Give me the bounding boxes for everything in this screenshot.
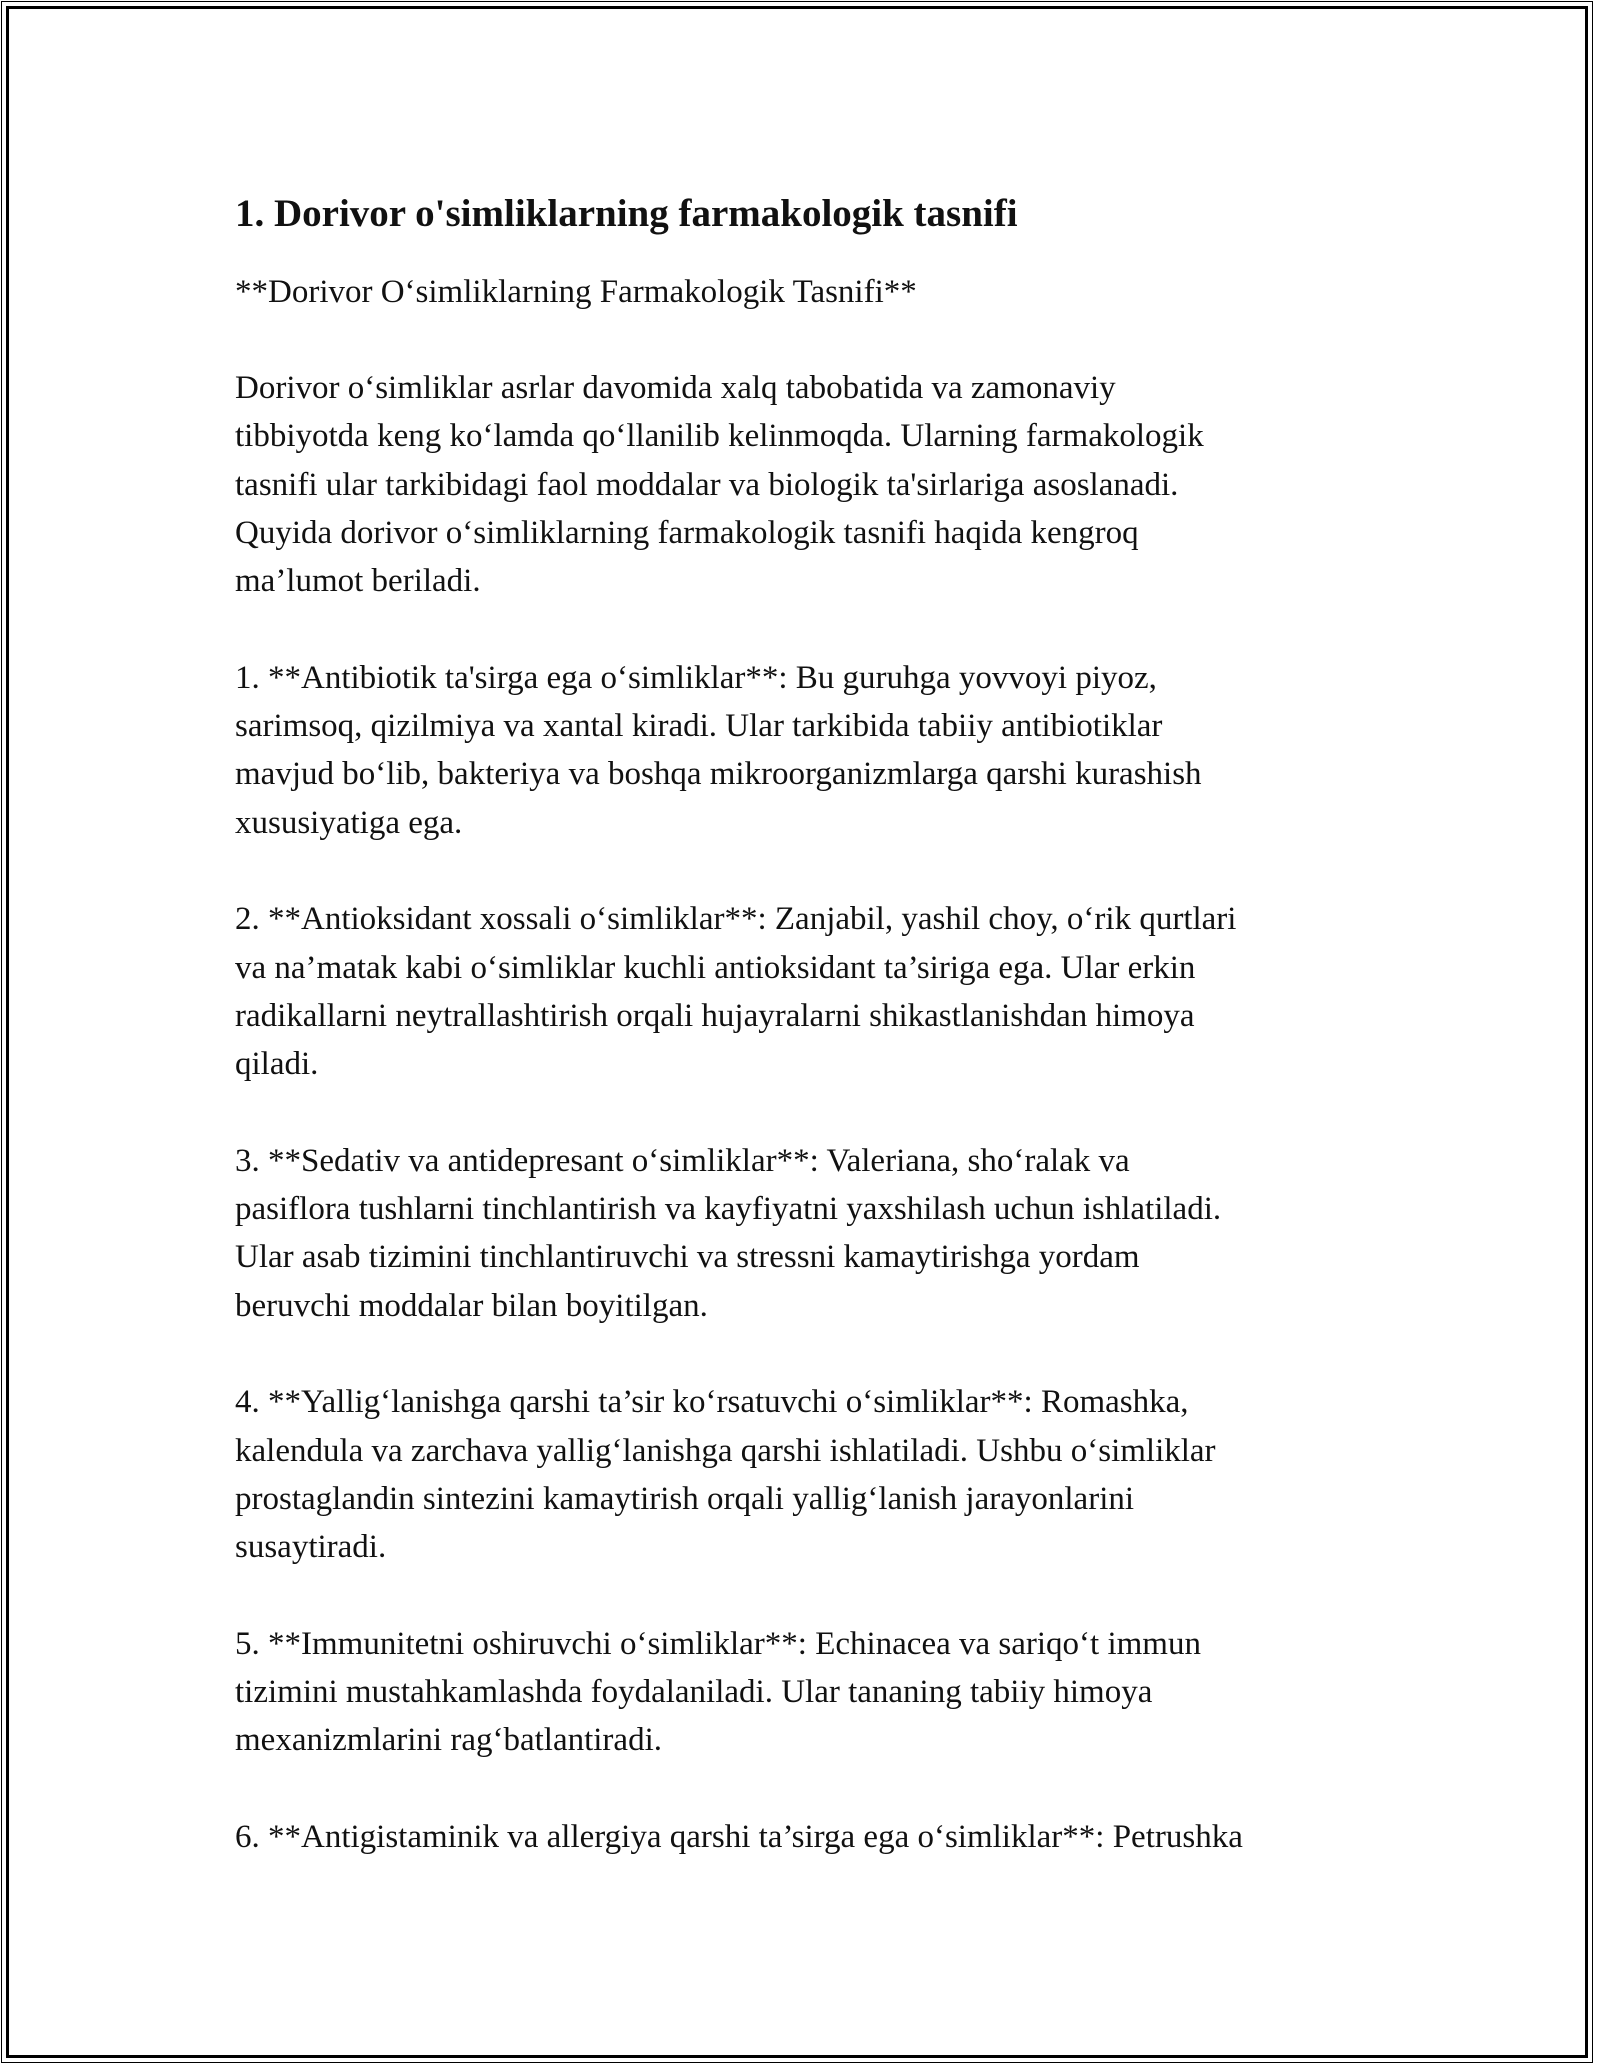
list-item-sedative [235,1137,1365,1330]
text-line: pasiflora tushlarni tinchlantirish va kayfiyatni yaxshilash uchun ishlatiladi. [235,1191,1222,1228]
text-line: kalendula va zarchava yallig‘lanishga qarshi ishlatiladi. Ushbu o‘simliklar [235,1432,1216,1469]
list-item-immunity [235,1620,1365,1765]
list-item-antibiotic [235,654,1365,847]
text-line: xususiyatiga ega. [235,804,463,841]
text-line: beruvchi moddalar bilan boyitilgan. [235,1287,708,1324]
list-item-anti-inflammatory [235,1378,1365,1571]
text-line: 3. **Sedativ va antidepresant o‘simliklar**: Valeriana, sho‘ralak va [235,1142,1130,1179]
text-line: tibbiyotda keng ko‘lamda qo‘llanilib kelinmoqda. Ularning farmakologik [235,418,1204,455]
text-line: Dorivor o‘simliklar asrlar davomida xalq tabobatida va zamonaviy [235,370,1116,406]
document-body [235,190,1365,1910]
text-line: 4. **Yallig‘lanishga qarshi ta’sir ko‘rsatuvchi o‘simliklar**: Romashka, [235,1384,1189,1421]
document-subtitle: **Dorivor O‘simliklarning Farmakologik Tasnifi** [235,274,917,310]
text-line: tasnifi ular tarkibidagi faol moddalar va biologik ta'sirlariga asoslanadi. [235,466,1179,503]
text-line: radikallarni neytrallashtirish orqali hujayralarni shikastlanishdan himoya [235,997,1195,1034]
text-line: mavjud bo‘lib, bakteriya va boshqa mikroorganizmlarga qarshi kurashish [235,756,1202,793]
text-line: mexanizmlarini rag‘batlantiradi. [235,1722,662,1759]
text-line: 6. **Antigistaminik va allergiya qarshi ta’sirga ega o‘simliklar**: Petrushka [235,1818,1243,1855]
intro-paragraph [235,364,1365,605]
text-line: susaytiradi. [235,1529,387,1566]
text-line: 5. **Immunitetni oshiruvchi o‘simliklar**: Echinacea va sariqo‘t immun [235,1625,1201,1662]
text-line: tizimini mustahkamlashda foydalaniladi. Ular tananing tabiiy himoya [235,1674,1153,1711]
document-heading: 1. Dorivor o'simliklarning farmakologik tasnifi [235,192,1018,235]
text-line: prostaglandin sintezini kamaytirish orqali yallig‘lanish jarayonlarini [235,1480,1135,1517]
text-line: qiladi. [235,1046,319,1083]
text-line: 2. **Antioksidant xossali o‘simliklar**: Zanjabil, yashil choy, o‘rik qurtlari [235,901,1237,938]
list-item-antioxidant [235,895,1365,1088]
text-line: sarimsoq, qizilmiya va xantal kiradi. Ular tarkibida tabiiy antibiotiklar [235,708,1163,745]
text-line: Ular asab tizimini tinchlantiruvchi va stressni kamaytirishga yordam [235,1239,1140,1276]
text-line: ma’lumot beriladi. [235,563,481,600]
text-line: va na’matak kabi o‘simliklar kuchli antioksidant ta’siriga ega. Ular erkin [235,949,1196,986]
list-item-antihistamine [235,1813,1365,1861]
text-line: 1. **Antibiotik ta'sirga ega o‘simliklar**: Bu guruhga yovvoyi piyoz, [235,659,1157,696]
text-line: Quyida dorivor o‘simliklarning farmakologik tasnifi haqida kengroq [235,514,1139,551]
